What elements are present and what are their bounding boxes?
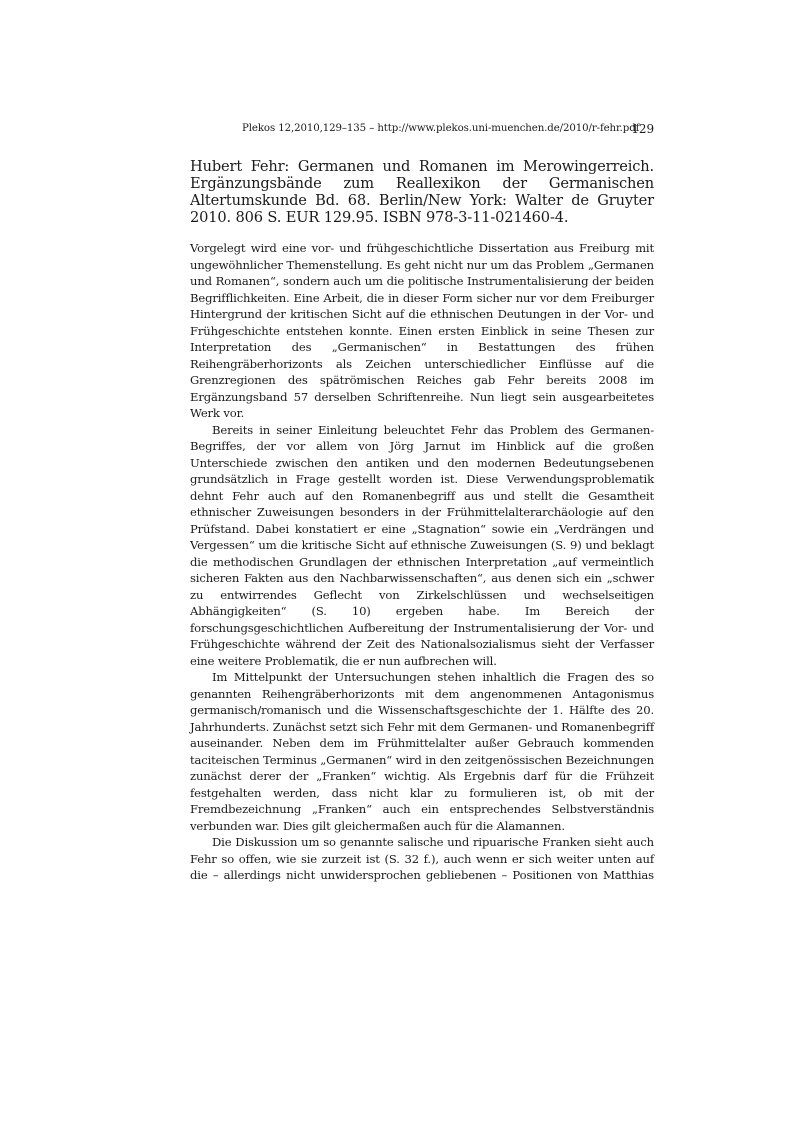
paragraph-4: Die Diskussion um so genannte salische und ripuarische Franken sieht auch Fehr so offen, wie sie zurzeit ist (S. 32 f.), auch wenn er sich weiter unten auf die – allerdings nicht unwidersprochen gebliebenen – Positionen von Matthias	[190, 835, 654, 882]
running-head-citation: Plekos 12,2010,129–135 – http://www.plekos.uni-muenchen.de/2010/r-fehr.pdf	[242, 123, 640, 134]
paragraph-2: Bereits in seiner Einleitung beleuchtet Fehr das Problem des Germanen-Begriffes, der vor allem von Jörg Jarnut im Hinblick auf die großen Unterschiede zwischen den antiken und den modernen Bedeutungsebenen grundsätzlich in Frage gestellt worden ist. Diese Verwendungsproblematik dehnt Fehr auch auf den Romanenbegriff aus und stellt die Gesamtheit ethnischer Zuweisungen besonders in der Frühmittelalterarchäologie auf den Prüfstand. Dabei konstatiert er eine „Stagnation“ sowie ein „Verdrängen und Vergessen“ um die kritische Sicht auf ethnische Zuweisungen (S. 9) und beklagt die methodischen Grundlagen der ethnischen Interpretation „auf vermeintlich sicheren Fakten aus den Nachbarwissenschaften“, aus denen sich ein „schwer zu entwirrendes Geflecht von Zirkelschlüssen und wechselseitigen Abhängigkeiten“ (S. 10) ergeben habe. Im Bereich der forschungsgeschichtlichen Aufbereitung der Instrumentalisierung der Vor- und Frühgeschichte während der Zeit des Nationalsozialismus sieht der Verfasser eine weitere Problematik, die er nun aufbrechen will.	[190, 422, 654, 668]
page-number: 129	[631, 122, 654, 136]
review-title: Hubert Fehr: Germanen und Romanen im Merowingerreich. Ergänzungsbände zum Reallexikon der Germanischen Altertumskunde Bd. 68. Berlin/New York: Walter de Gruyter 2010. 806 S. EUR 129.95. ISBN 978-3-11-021460-4.	[190, 158, 654, 226]
running-head	[190, 121, 654, 137]
paragraph-3: Im Mittelpunkt der Untersuchungen stehen inhaltlich die Fragen des so genannten Reihengräberhorizonts mit dem angenommenen Antagonismus germanisch/romanisch und die Wissenschaftsgeschichte der 1. Hälfte des 20. Jahrhunderts. Zunächst setzt sich Fehr mit dem Germanen- und Romanenbegriff auseinander. Neben dem im Frühmittelalter außer Gebrauch kommenden taciteischen Terminus „Germanen“ wird in den zeitgenössischen Bezeichnungen zunächst derer der „Franken“ wichtig. Als Ergebnis darf für die Frühzeit festgehalten werden, dass nicht klar zu formulieren ist, ob mit der Fremdbezeichnung „Franken“ auch ein entsprechendes Selbstverständnis verbunden war. Dies gilt gleichermaßen auch für die Alamannen.	[190, 670, 654, 833]
review-body	[190, 240, 654, 884]
paragraph-1: Vorgelegt wird eine vor- und frühgeschichtliche Dissertation aus Freiburg mit ungewöhnlicher Themenstellung. Es geht nicht nur um das Problem „Germanen und Romanen“, sondern auch um die politische Instrumentalisierung der beiden Begrifflichkeiten. Eine Arbeit, die in dieser Form sicher nur vor dem Freiburger Hintergrund der kritischen Sicht auf die ethnischen Deutungen in der Vor- und Frühgeschichte entstehen konnte. Einen ersten Einblick in seine Thesen zur Interpretation des „Germanischen“ in Bestattungen des frühen Reihengräberhorizonts als Zeichen unterschiedlicher Einflüsse auf die Grenzregionen des spätrömischen Reiches gab Fehr bereits 2008 im Ergänzungsband 57 derselben Schriftenreihe. Nun liegt sein ausgearbeitetes Werk vor.	[190, 241, 654, 420]
